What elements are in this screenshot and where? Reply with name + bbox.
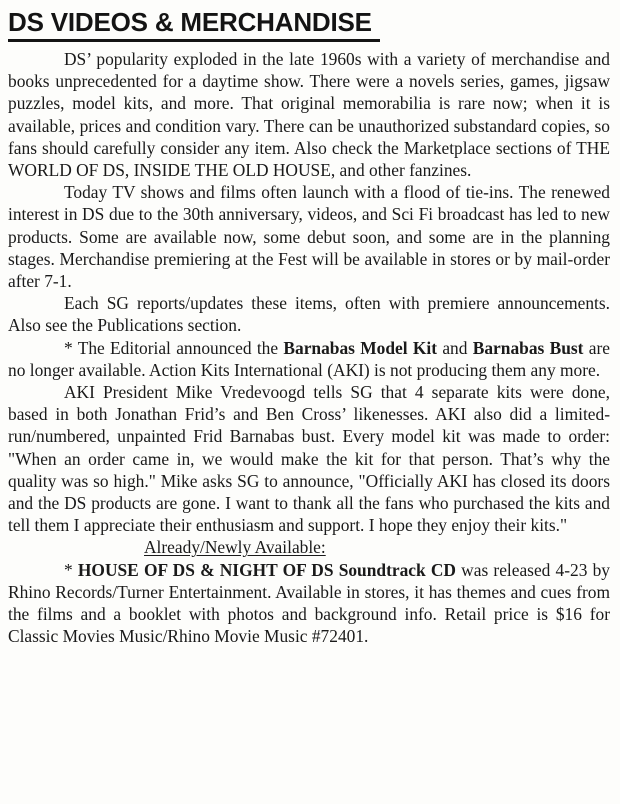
paragraph-model-kit-notice (8, 337, 610, 381)
subhead-already-available: Already/Newly Available: (144, 537, 326, 558)
product-barnabas-model-kit: Barnabas Model Kit (283, 337, 438, 358)
paragraph-sg-reports: Each SG reports/updates these items, often with premiere announcements. Also see the Publications section. (8, 293, 610, 336)
paragraph-tie-ins: Today TV shows and films often launch with a flood of tie-ins. The renewed interest in DS due to the 30th anniversary, videos, and Sci Fi broadcast has led to new products. Some are available now, some debut soon, and some are in the planning stages. Merchandise premiering at the Fest will be available in stores or by mail-order after 7-1. (8, 182, 610, 292)
paragraph-popularity: DS’ popularity exploded in the late 1960s with a variety of merchandise and books unprecedented for a daytime show. There were a novels series, games, jigsaw puzzles, model kits, and more. That original memorabilia is rare now; when it is available, prices and condition vary. There can be unauthorized substandard copies, so fans should carefully consider any item. Also check the Marketplace sections of THE WORLD OF DS, INSIDE THE OLD HOUSE, and other fanzines. (8, 49, 610, 181)
paragraph-aki-president: AKI President Mike Vredevoogd tells SG that 4 separate kits were done, based in both Jonathan Frid’s and Ben Cross’ likenesses. AKI also did a limited-run/numbered, unpainted Frid Barnabas bust. Every model kit was made to order: "When an order came in, we would make the kit for that person. That’s why the quality was so high." Mike asks SG to announce, "Officially AKI has closed its doors and the DS products are gone. I want to thank all the fans who purchased the kits and tell them I appreciate their enthusiasm and support. I hope they enjoy their kits." (8, 382, 610, 536)
cd-lead-text: * (64, 559, 78, 580)
headline-underline-rule (8, 39, 380, 42)
notice-lead-text: * The Editorial announced the (64, 337, 284, 358)
section-headline: DS VIDEOS & MERCHANDISE (8, 7, 372, 37)
product-soundtrack-cd: HOUSE OF DS & NIGHT OF DS Soundtrack CD (77, 559, 456, 580)
notice-rest-text: are no longer available. Action Kits International (AKI) is not producing them any more. (8, 337, 610, 380)
paragraph-soundtrack-cd (8, 559, 610, 648)
product-barnabas-bust: Barnabas Bust (472, 337, 584, 358)
cd-rest-text: was released 4-23 by Rhino Records/Turner Entertainment. Available in stores, it has themes and cues from the films and a booklet with photos and background info. Retail price is $16 for Classic Movies Music/Rhino Movie Music #72401. (8, 559, 611, 647)
article-body (8, 48, 610, 647)
notice-joiner-text: and (437, 337, 473, 358)
headline-block (8, 6, 380, 44)
